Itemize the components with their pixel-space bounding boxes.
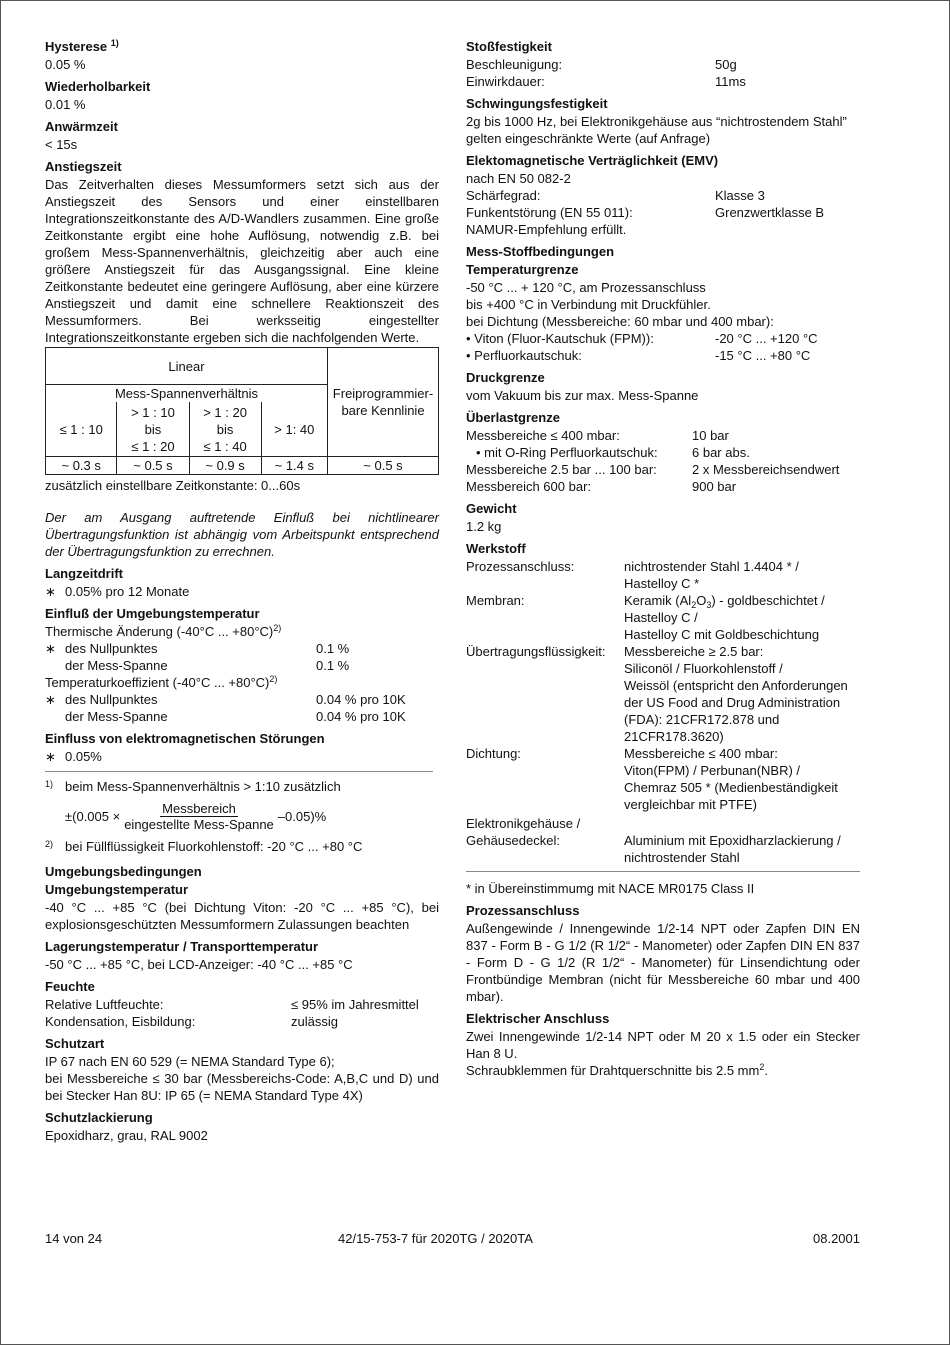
namur: NAMUR-Empfehlung erfüllt.: [466, 222, 627, 237]
elektrischer-anschluss-1: Zwei Innengewinde 1/2-14 NPT oder M 20 x 1.5 oder ein Stecker Han 8 U.: [466, 1029, 860, 1061]
anstiegszeit-text: Das Zeitverhalten dieses Messumformers setzt sich aus der Anstiegszeit des Sensors und einer einstellbaren Integrationszeitkonstante des A/D-Wandlers zusammen. Eine große Zeitkonstante ergibt eine hohe Auflösung, notwendig z.B. bei großem Mess-Spannenverhältnis, gleichzeitig aber auch eine größere Anstiegszeit für das Ausgangssignal. Eine kleine Zeitkonstante bedeutet eine geringere Auflösung, aber eine kürzere Anstiegszeit und damit eine schnellere Reaktionszeit des Messumformers. Bei werksseitig eingestellter Integrationszeitkonstante ergeben sich die nachfolgenden Werte.: [45, 177, 439, 345]
langzeitdrift-value: ∗ 0.05% pro 12 Monate: [45, 584, 190, 599]
row-einwirkdauer: Einwirkdauer: 11ms: [466, 74, 746, 89]
row-beschleunigung: Beschleunigung: 50g: [466, 57, 737, 72]
footnote-1: 1) beim Mess-Spannenverhältnis > 1:10 zusätzlich: [45, 779, 341, 794]
row-viton: • Viton (Fluor-Kautschuk (FPM)): -20 °C ... +120 °C: [466, 331, 818, 346]
gewicht-heading: Gewicht: [466, 501, 517, 516]
stossfestigkeit-heading: Stoßfestigkeit: [466, 39, 552, 54]
schutzart-value-1: IP 67 nach EN 60 529 (= NEMA Standard Type 6);: [45, 1054, 335, 1069]
row-ue3: Messbereiche 2.5 bar ... 100 bar: 2 x Messbereichsendwert: [466, 462, 840, 477]
table-cell-c3: > 1 : 20 bis ≤ 1 : 40: [189, 402, 261, 457]
feuchte-heading: Feuchte: [45, 979, 95, 994]
umgebungstemperatur-einfluss-heading: Einfluß der Umgebungstemperatur: [45, 606, 260, 621]
row-ue2: • mit O-Ring Perfluorkautschuk: 6 bar abs.: [476, 445, 750, 460]
schutzart-value-2: bei Messbereiche ≤ 30 bar (Messbereichs-Code: A,B,C und D) und bei Stecker Han 8U: IP 65 (= NEMA Standard Type 4X): [45, 1071, 439, 1103]
temperaturgrenze-heading: Temperaturgrenze: [466, 262, 579, 277]
row-ue1: Messbereiche ≤ 400 mbar: 10 bar: [466, 428, 729, 443]
schwingung-heading: Schwingungsfestigkeit: [466, 96, 608, 111]
table-value-4: ~ 1.4 s: [261, 457, 327, 475]
prozessanschluss-text: Außengewinde / Innengewinde 1/2-14 NPT oder Zapfen DIN EN 837 - Form B - G 1/2 (R 1/2“ - Manometer) oder Zapfen DIN EN 837 - Form D - G 1/2 (R 1/2“ - Manometer) für Linsendichtung oder Frontbündige Membran (nicht für Messbereiche 60 mbar und 400 mbar).: [466, 921, 860, 1004]
emv-heading: Elektomagnetische Verträglichkeit (EMV): [466, 153, 719, 168]
table-header-msv: Mess-Spannenverhältnis: [46, 385, 328, 403]
wiederholbarkeit-heading: Wiederholbarkeit: [45, 79, 151, 94]
tg-line-3: bei Dichtung (Messbereiche: 60 mbar und 400 mbar):: [466, 314, 774, 329]
emv-stoerungen-value: ∗ 0.05%: [45, 749, 102, 764]
mess-stoff-heading: Mess-Stoffbedingungen: [466, 244, 615, 259]
row-span1: der Mess-Spanne 0.1 %: [65, 658, 350, 673]
row-elektronikgehaeuse: Elektronikgehäuse / Gehäusedeckel: Aluminium mit Epoxidharzlackierung / nichtrostender Stahl: [466, 816, 841, 865]
elektrischer-anschluss-heading: Elektrischer Anschluss: [466, 1011, 610, 1026]
footnote-divider: [45, 771, 433, 772]
wiederholbarkeit-value: 0.01 %: [45, 97, 86, 112]
emv-value: nach EN 50 082-2: [466, 171, 571, 186]
lagerung-heading: Lagerungstemperatur / Transporttemperatur: [45, 939, 319, 954]
ueberlast-heading: Überlastgrenze: [466, 410, 560, 425]
row-dichtung: Dichtung: Messbereiche ≤ 400 mbar: Viton(FPM) / Perbunan(NBR) / Chemraz 505 * (Medienbeständigkeit vergleichbar mit PTFE): [466, 746, 838, 812]
umgebungstemperatur-heading: Umgebungstemperatur: [45, 882, 189, 897]
table-header-frei: Freiprogrammier-bare Kennlinie: [328, 348, 439, 457]
table-value-5: ~ 0.5 s: [328, 457, 439, 475]
werkstoff-heading: Werkstoff: [466, 541, 526, 556]
table-value-2: ~ 0.5 s: [117, 457, 189, 475]
schutzart-heading: Schutzart: [45, 1036, 105, 1051]
thermische-aenderung: Thermische Änderung (-40°C ... +80°C)$^{2)}$: [45, 623, 282, 639]
italic-note: Der am Ausgang auftretende Einfluß bei nichtlinearer Übertragungsfunktion ist abhängig vom Arbeitspunkt entsprechend der Übertragungsfunktion zu errechnen.: [45, 510, 439, 559]
gewicht-value: 1.2 kg: [466, 519, 502, 534]
emv-stoerungen-heading: Einfluss von elektromagnetischen Störungen: [45, 731, 325, 746]
row-uebertragungsfluessigkeit: Übertragungsflüssigkeit: Messbereiche ≥ 2.5 bar: Siliconöl / Fluorkohlenstoff / Weissöl (entspricht den Anforderungen der US Food and Drug Administration (FDA): 21CFR172.878 und 21CFR178.3620): [466, 644, 848, 744]
table-header-linear: Linear: [46, 348, 328, 385]
row-null1: ∗ des Nullpunktes 0.1 %: [45, 641, 350, 656]
umgebungsbedingungen-heading: Umgebungsbedingungen: [45, 864, 202, 879]
anstiegszeit-heading: Anstiegszeit: [45, 159, 122, 174]
right-column: [466, 38, 860, 1079]
schwingung-value: 2g bis 1000 Hz, bei Elektronikgehäuse aus “nichtrostendem Stahl” gelten eingeschränkte Werte (auf Anfrage): [466, 114, 847, 146]
footer-page-number: 14 von 24: [45, 1231, 103, 1246]
schutzlackierung-value: Epoxidharz, grau, RAL 9002: [45, 1128, 208, 1143]
footer-document-id: 42/15-753-7 für 2020TG / 2020TA: [338, 1231, 533, 1246]
table-cell-c1: ≤ 1 : 10: [46, 402, 117, 457]
anstiegszeit-table: [45, 347, 439, 475]
formula: ±(0.005 × $\frac{\text{Messbereich}}{\text{eingestellte Mess-Spanne}}$ –0.05)%: [65, 801, 327, 832]
tg-line-2: bis +400 °C in Verbindung mit Druckfühler.: [466, 297, 711, 312]
row-kondensation: Kondensation, Eisbildung: zulässig: [45, 1014, 338, 1029]
zusatz-zeitkonstante: zusätzlich einstellbare Zeitkonstante: 0...60s: [45, 478, 301, 493]
footer-date: 08.2001: [813, 1231, 860, 1246]
row-ue4: Messbereich 600 bar: 900 bar: [466, 479, 737, 494]
prozessanschluss-heading: Prozessanschluss: [466, 903, 580, 918]
hysterese-heading: Hysterese $^{1)}$: [45, 38, 119, 54]
row-span2: der Mess-Spanne 0.04 % pro 10K: [65, 709, 406, 724]
row-luftfeuchte: Relative Luftfeuchte: ≤ 95% im Jahresmittel: [45, 997, 419, 1012]
hysterese-value: 0.05 %: [45, 57, 86, 72]
lagerung-value: -50 °C ... +85 °C, bei LCD-Anzeiger: -40 °C ... +85 °C: [45, 957, 353, 972]
druckgrenze-value: vom Vakuum bis zur max. Mess-Spanne: [466, 388, 699, 403]
row-perfluor: • Perfluorkautschuk: -15 °C ... +80 °C: [466, 348, 811, 363]
langzeitdrift-heading: Langzeitdrift: [45, 566, 123, 581]
table-cell-c4: > 1: 40: [261, 402, 327, 457]
werkstoff-divider: [466, 871, 860, 872]
anwaermzeit-heading: Anwärmzeit: [45, 119, 118, 134]
table-value-1: ~ 0.3 s: [46, 457, 117, 475]
anwaermzeit-value: < 15s: [45, 137, 78, 152]
nace-note: * in Übereinstimmumg mit NACE MR0175 Class II: [466, 881, 755, 896]
row-null2: ∗ des Nullpunktes 0.04 % pro 10K: [45, 692, 406, 707]
row-membran: Membran: Keramik $(Al_2O_3)$ - goldbeschichtet / Hastelloy C / Hastelloy C mit Goldbeschichtung: [466, 593, 825, 642]
elektrischer-anschluss-2: Schraubklemmen für Drahtquerschnitte bis 2.5 $mm^2$.: [466, 1062, 768, 1078]
row-funkentstoerung: Funkentstörung (EN 55 011): Grenzwertklasse B: [466, 205, 825, 220]
druckgrenze-heading: Druckgrenze: [466, 370, 545, 385]
umgebungstemperatur-value: -40 °C ... +85 °C (bei Dichtung Viton: -20 °C ... +85 °C), bei explosionsgeschützten Messumformern Zulassungen beachten: [45, 900, 439, 932]
schutzlackierung-heading: Schutzlackierung: [45, 1110, 153, 1125]
tg-line-1: -50 °C ... + 120 °C, am Prozessanschluss: [466, 280, 706, 295]
left-column: [45, 38, 439, 1144]
row-prozessanschluss-material: Prozessanschluss: nichtrostender Stahl 1.4404 * / Hastelloy C *: [466, 559, 799, 591]
table-cell-c2: > 1 : 10 bis ≤ 1 : 20: [117, 402, 189, 457]
temperaturkoeffizient: Temperaturkoeffizient (-40°C ... +80°C)$^{2)}$: [45, 674, 278, 690]
footnote-2: 2) bei Füllflüssigkeit Fluorkohlenstoff: -20 °C ... +80 °C: [45, 839, 363, 854]
table-value-3: ~ 0.9 s: [189, 457, 261, 475]
row-schaerfegrad: Schärfegrad: Klasse 3: [466, 188, 765, 203]
